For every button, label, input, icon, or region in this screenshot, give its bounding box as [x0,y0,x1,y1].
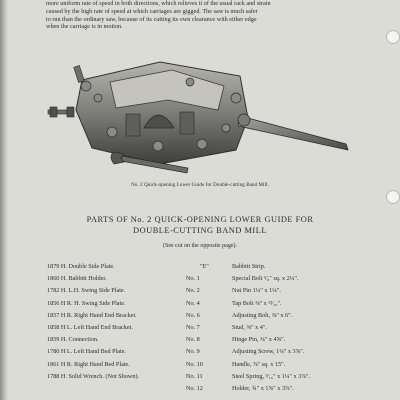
part-description: Babbitt Strip. [232,263,266,270]
guide-slot [126,114,140,136]
part-number: No. 11 [186,372,203,380]
handle-pivot [238,114,250,126]
part-number: No. 9 [186,348,200,356]
parts-list-left [47,261,197,383]
bolt-head [186,78,194,86]
part-description: Holder, ¾" x 1⅝" x 3⅞". [232,384,294,392]
part-description: Adjusting Screw, 1¼" x 3⅞". [232,348,305,356]
stud [74,65,85,82]
part-row [186,383,366,395]
loose-bolt-nut [50,107,57,117]
part-row [186,334,366,346]
part-row [186,273,366,285]
lower-guide-photo [40,58,360,180]
loose-bolt-head [67,107,74,117]
guide-handle [238,116,348,150]
see-cut-note: (See cut on the opposite page). [163,243,237,249]
part-row: 1856 H R. H. Swing Side Plate. [47,299,126,307]
intro-line: when the carriage is in motion. [46,23,123,31]
part-number: No. 12 [186,384,203,392]
part-row [186,359,366,371]
intro-line: to run than the ordinary saw, because of its cutting its own clearance with either edge [46,15,257,23]
part-description: Handle, ⅞" sq. x 15". [232,360,286,368]
part-number: No. 2 [186,287,200,295]
guide-slot [180,112,194,134]
punch-hole [386,30,400,44]
part-row: 1859 H. Connection. [47,336,99,344]
bolt-head [222,124,230,132]
bolt-head [81,81,91,91]
bolt-head [94,94,102,102]
part-description: Tap Bolt ⅜" x ¹³⁄₁₆". [232,299,282,307]
intro-line: more uniform rate of speed in both directions, which relieves it of the usual rack and strain [46,0,271,7]
part-description: Special Bolt ⁵⁄₈" sq. x 2¼". [232,275,299,283]
part-description: Nut Pin 1¼" x 1¼". [232,287,281,295]
binding-shadow [0,0,9,400]
part-number: No. 10 [186,360,203,368]
part-row: 1861 H R. Right Hand Bed Plate. [47,360,130,368]
parts-heading [40,215,360,236]
intro-paragraph [46,0,364,31]
part-row: 1857 H R. Right Hand End Bracket. [47,311,137,319]
part-number: No. 6 [186,311,200,319]
part-row [186,310,366,322]
part-row: 1879 H. Double Side Plate. [47,263,115,270]
part-row [186,322,366,334]
punch-hole [386,190,400,204]
part-row [186,298,366,310]
part-row [186,371,366,383]
part-row-header [186,261,366,273]
bolt-head [197,139,207,149]
part-row: 1782 H. L.H. Swing Side Plate. [47,287,126,295]
parts-heading-line1: PARTS OF No. 2 QUICK-OPENING LOWER GUIDE FOR [86,215,314,224]
part-code: "E" [200,263,209,270]
part-row: 1780 H L. Left Hand Bed Plate. [47,348,127,356]
part-number: No. 1 [186,275,200,283]
part-number: No. 4 [186,299,200,307]
bolt-head [153,141,163,151]
figure-caption: No. 2 Quick-opening Lower Guide for Double-cutting Band Mill. [131,183,269,188]
bolt-head [107,127,117,137]
part-description: Hinge Pin, ⅜" x 4⅝". [232,336,286,344]
part-row: 1858 H L. Left Hand End Bracket. [47,323,133,331]
parts-list-right [186,261,366,395]
part-row: 1788 H. Solid Wrench. (Not Shown). [47,372,140,380]
part-description: Steel Spring, ⁹⁄₁₆" x 1¼" x 3⅞". [232,372,310,380]
parts-heading-line2: DOUBLE-CUTTING BAND MILL [133,225,267,235]
part-description: Stud, ⅜" x 4". [232,323,267,331]
part-row [186,285,366,297]
part-number: No. 7 [186,323,200,331]
part-row [186,346,366,358]
part-row: 1860 H. Babbitt Holder. [47,275,107,283]
intro-line: caused by the high rate of speed at which carriages are gigged. The saw is much safer [46,7,258,15]
bolt-head [231,93,241,103]
part-number: No. 8 [186,336,200,344]
part-description: Adjusting Bolt, ⅜" x 6". [232,311,293,319]
